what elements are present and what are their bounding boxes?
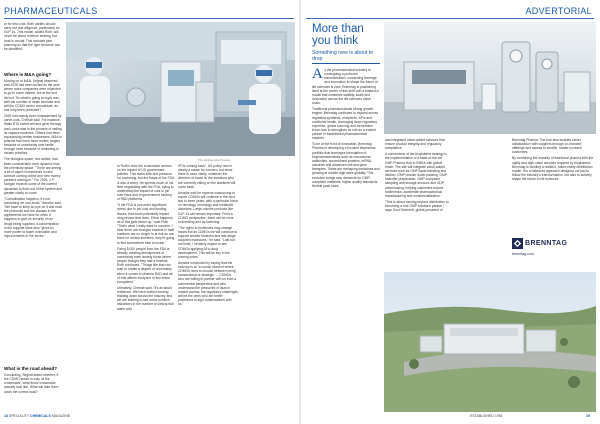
product-photo-illustration: [384, 22, 596, 134]
page-number-right: [586, 414, 590, 418]
section-header-left: PHARMACEUTICALS: [4, 6, 98, 16]
footer-established: ESTABLISHED 1991: [470, 414, 503, 418]
heading-ma: Where is M&A going?: [4, 72, 52, 77]
facility-aerial-illustration: [384, 272, 596, 412]
intro-text: s the pharmaceutical industry is undergoing a profound transformation, connecting leverage and innovation to shape the future of life sciences is core, Brenntag is positioning itself at the center of this shift with a balanced model that combines stability, scale and innovation across the life sciences value chain.: [312, 68, 379, 106]
paragraph: The biologics space, she added, had been considerably more dynamic than the chemistry space. "There are seeing a lot of capex investments in new science coming online and new money partners coming in." For 2026, J.P. Morgan expects some of the current dynamics to flush out of the system and greater clarity to come.: [4, 157, 62, 195]
subtitle-rule: [312, 63, 380, 64]
brand-name: BRENNTAG: [525, 240, 568, 247]
title-line-1: More than: [312, 23, 364, 35]
title-line-2: you think: [312, 35, 359, 47]
paragraph: By combining the maturity of traditional pharma with the agility and high-value services required by biopharma, Brenntag is building a resilient, future-ready distribution model. It is a balanced approach designed not just to follow the industry's transformation, but also to actively shape the future of life sciences.: [512, 156, 594, 182]
intro-paragraph: [312, 68, 380, 105]
mag-name-a: SPECIALITY: [8, 414, 30, 418]
left-col1-ma: [4, 79, 62, 372]
advertorial-title: [312, 23, 382, 47]
left-col2: [117, 164, 175, 413]
header-rule-right: [306, 18, 594, 19]
paragraph: "This is about moving beyond distribution to becoming a true GMP solutions partner," says Gust Desmedt, global president of: [385, 199, 449, 213]
advertorial-subtitle: Something new is about to drop: [312, 50, 374, 62]
paragraph: A cornerstone of the biopharma strategy is the implementation of a state-of-the-art GMP Pharma Hub in EMEA with global reach. The site will integrate value-added services such as GMP liquid blending and dilution, GMP powder down-packing, GMP biobuffer preparation, GMP-compliant sampling and storage services and GDP warehousing, helping customers reduce bottlenecks, accelerate pharmaceutical manufacturing and commercialization.: [385, 152, 448, 198]
paragraph: 2025 had mainly been characterised by carve-outs, Chehab said. For instance, Waltz BTA exited cell and gene therapy and Lonza was in the process of selling its capsule business. Others had been repurposing certain businesses. M&A in pharma had been more muted, largely because of uncertainty over tariffs through rises because of restricting in certain priorities.: [4, 114, 62, 156]
left-col1-intro: or for less cost. Both parties should carry out due diligence, particularly for GLP-1s. This model, added Roth, will never be about revenue sharing, but trust is crucial. This includes joint planning so that the right structure can be identified.: [4, 22, 61, 51]
paragraph: Amador concluded by saying that the industry is at "a crucial moment where CDMOs need to choose between being transactional or strategic. ... CDMOs who are willing to partner with us from a commercial perspective and who understand the pressures of launch, market access, the regulatory challenges will be the ones who are better positioned to sign collaborations with us.": [178, 260, 238, 307]
paragraph: and integrated value-added services that ensure product integrity and regulatory compliance.: [385, 138, 445, 151]
facility-aerial-photo: [384, 272, 596, 412]
paragraph: Ultimately, Chehab said, "it's all about resilience. We have bottom funding trickling down across the industry and we are starting to see some positive valuations in the number of clinical trial starts and: [117, 285, 174, 311]
paragraph: Brenntag Pharma. The hub also enables closer collaboration with suppliers through co-branded offerings and access to smaller, harder-to-reach customers.: [512, 138, 582, 155]
heading-road-ahead: What is the road ahead?: [4, 366, 58, 371]
drop-cap: A: [312, 68, 323, 82]
left-col3: [178, 164, 238, 413]
paragraph: IPOs coming back". US policy now in clearly a cause for concern, but since there is more clarity, whatever the direction of travel is, the investors who are currently sitting on the sidelines will come back.: [178, 164, 236, 189]
right-col3: [512, 138, 594, 234]
right-col2: [385, 138, 449, 272]
paragraph: "Consolidation happens, it's not something we can avoid," Amador said. "We have to keep an eye on it and read the protocols and the clauses in the agreements we have for when it happens to give us security of our drugs being supplied. A concentration in the supplier base also "gives us more power to foster innovation and improvements in the sector.": [4, 196, 62, 239]
paragraph: "If the FDA is put under significant stress due to job cuts and funding issues, that could potentially impact drug review time lines. If that happens, all of this gets blown up," said Roth. "That's what I really want to concern. I hear there are changes towards in staff numbers are no longer in at risk an are there for review timelines, they're going to find somewhere else to invest.": [117, 203, 175, 245]
photo-caption: The Veritiwe Istat Process: [198, 158, 231, 162]
brenntag-mark-icon: [512, 238, 523, 249]
right-col1: [312, 68, 380, 408]
paragraph: Fixing 8,000 people from the FDA is already creating atmospheres of uncertainty even among those where people thought they had a timeline, Roth continued. "Things like that can start to create a degree of uncertainty when it comes to pharma R&D and all of that affects everyone in this entire ecosystem.": [117, 246, 173, 284]
footer-left: [4, 414, 70, 418]
page-number-right-value: 19: [586, 414, 590, 418]
header-rule-left: [4, 18, 294, 19]
section-header-right: ADVERTORIAL: [525, 6, 592, 16]
paragraph: Traditional pharmaceuticals strong growth engine. Brenntag continues to expand across regulated synthesis, excipients, APIs and nutritional health, leveraging deep regulatory expertise, global sourcing and formulation know-how to strengthen its role as a trusted partner in established pharmaceutical markets.: [312, 107, 379, 141]
brand-url[interactable]: brenntag.com: [512, 252, 534, 256]
brenntag-logo: [512, 238, 567, 249]
paragraph: To be at the front of innovation, Brenntag Pharma is developing a focused biopharma portfolio that leverages formulation of biopharmaceuticals such as monoclonal antibodies, recombinant proteins, mRNA vaccines and advanced cell and gene therapies. These are reshaping medicines and growing at double-digit rates globally. This evolution brings new demands for GMP-compliant materials, higher quality standards, flexible pack sizes: [312, 142, 380, 188]
paragraph: Amador said he expects outsourcing to expert CDMOs will continue in the next two to three years, with a particular focus on oncology, neurology and metabolic disorders. Large-volume products like GLP-1s will remain important. From a CDMO perspective, there will be more in-licensing and co-licensing.: [178, 190, 238, 224]
page-spine: [299, 0, 301, 424]
page-number-left: 18: [4, 414, 8, 418]
paragraph: Moving on to M&A, Seghal observed that 2025 had been touted as the year where more companies were expected to go to come market, but at the end did not. So what is going on right now, with the number of deals increase and will the CDMO sector consolidate, as has long been predicted?: [4, 79, 61, 113]
paragraph: "The rights to molecules may change hands but as CDMOs we will continue to support smaller biotechs and late-stage acquired molecules," he said. "Last but not least, I certainly expect to see CDMOs applying AI to drug development. This will be key in the coming years.": [178, 225, 238, 259]
lab-photo: [66, 22, 295, 156]
left-col1-road: Concluding, Seghal asked whether, if the CDMO sector is truly 'at the crossroads', what those crossroads actually look like. What will take them down the correct road?: [4, 373, 59, 394]
lab-photo-illustration: [66, 22, 295, 156]
mag-name-b: CHEMICALS: [30, 414, 51, 418]
mag-name-c: MAGAZINE: [51, 414, 71, 418]
product-photo: [384, 22, 596, 134]
paragraph: In Roth's view the crossroads centres on the impact of US government policies. This starts with and pressure for onshoring, but the future of the FDA is also a worry. He spends much of his time negotiating with the FDA, trying to understand the impact of cuts to job cuts there and of government funding of R&D platforms.: [117, 164, 174, 202]
